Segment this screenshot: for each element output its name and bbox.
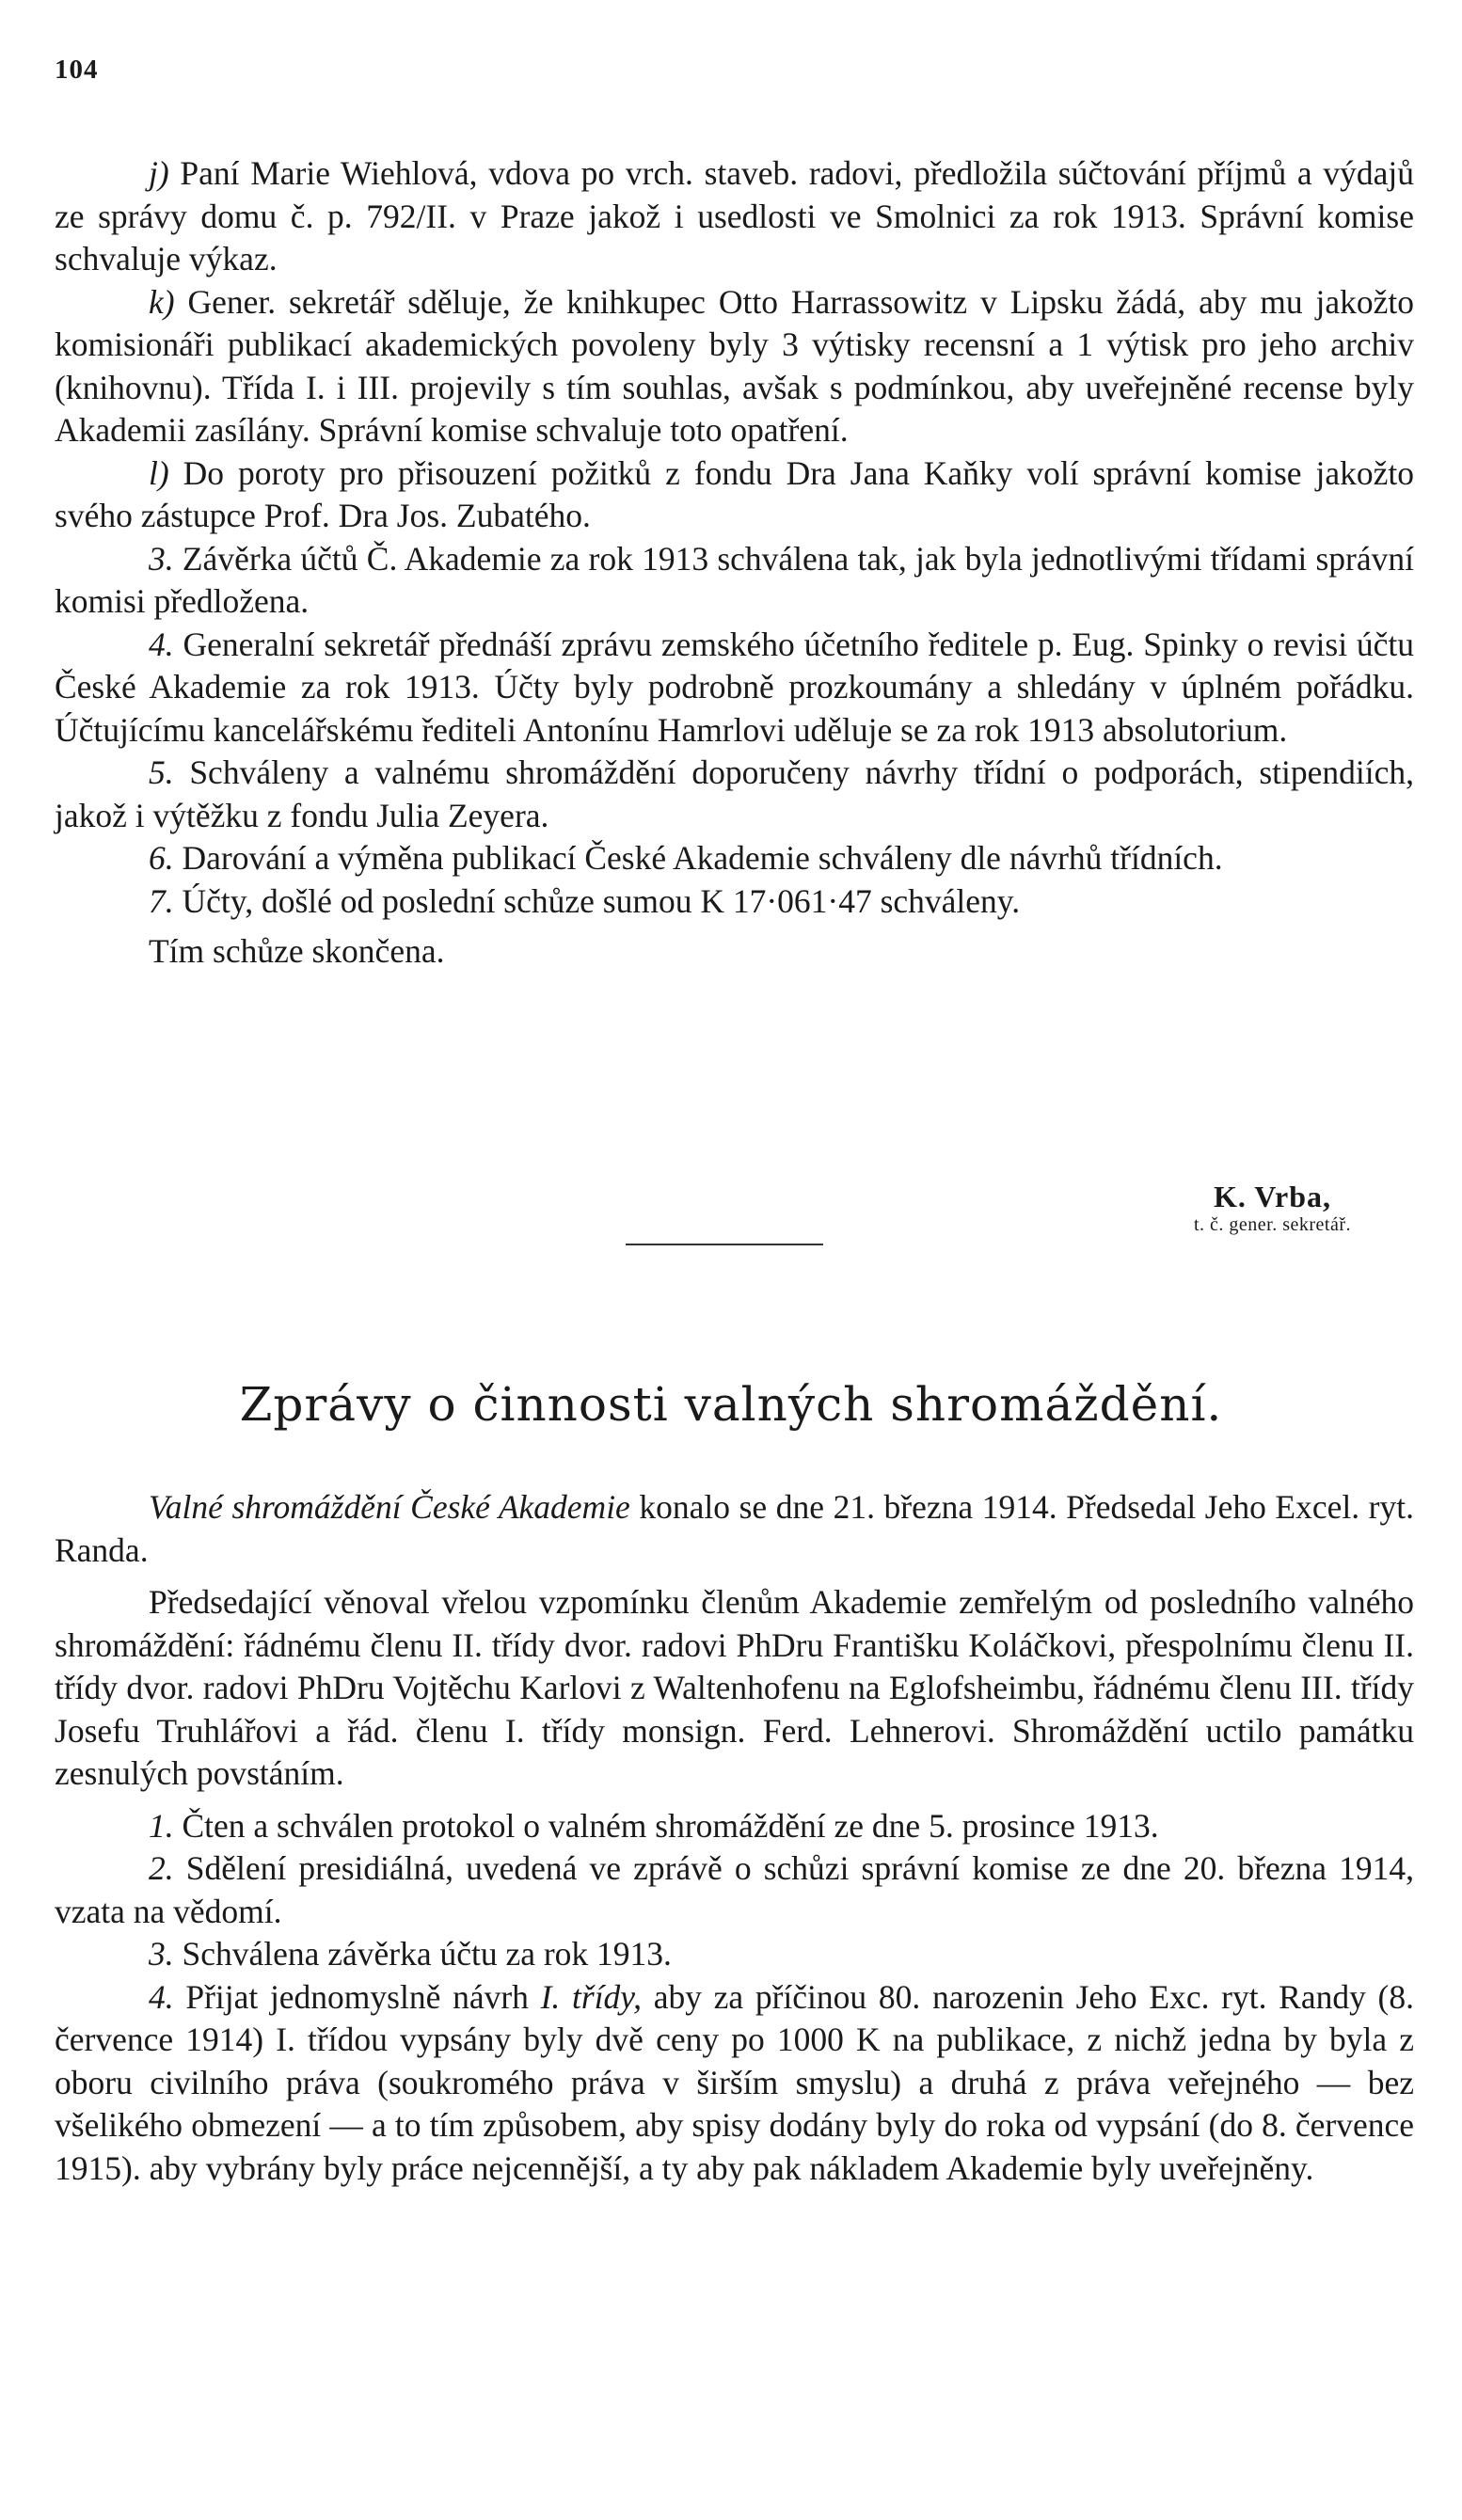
memorial-paragraph: Předsedající věnoval vřelou vzpomínku členům Akademie zemřelým od posledního valného shromáždění: řádnému členu II. třídy dvor. radovi PhDru Františku Koláčkovi, přespolnímu členu II. třídy dvor. radovi PhDru Vojtěchu Karlovi z Waltenhofenu na Eglofsheimbu, řádnému členu III. třídy Josefu Truhlářovi a řád. členu I. třídy monsign. Ferd. Lehnerovi. Shromáždění uctilo památku zesnulých povstáním. xyxy=(55,1583,1414,1792)
item-label: 2. xyxy=(149,1849,174,1887)
item-3 xyxy=(55,1933,1414,1976)
item-1 xyxy=(55,1805,1414,1848)
item-label: 7. xyxy=(149,881,174,920)
section-heading: Zprávy o činnosti valných shromáždění. xyxy=(239,1377,1223,1432)
section-divider xyxy=(626,1244,823,1245)
item-label: j) xyxy=(149,154,169,192)
item-label: 4. xyxy=(149,1977,174,2016)
paragraph-4 xyxy=(55,624,1414,753)
paragraph-text: Generalní sekretář přednáší zprávu zemského účetního ředitele p. Eug. Spinky o revisi účtu České Akademie za rok 1913. Účty byly podrobně prozkoumány a shledány v úplném pořádku. Účtujícímu kancelářskému řediteli Antonínu Hamrlovi uděluje se za rok 1913 absolutorium. xyxy=(55,625,1414,749)
signature xyxy=(1194,1180,1351,1236)
item-label: 1. xyxy=(149,1806,174,1845)
item-text-post: aby za příčinou 80. narozenin Jeho Exc. ryt. Randy (8. července 1914) I. třídou vypsány byly dvě ceny po 1000 K na publikace, z nichž jedna by byla z oboru civilního práva (soukromého práva v širším smyslu) a druhá z práva veřejného — bez všelikého obmezení — a to tím způsobem, aby spisy dodány byly do roka od vypsání (do 8. července 1915). aby vybrány byly práce nejcennější, a ty aby pak nákladem Akademie byly uveřejněny. xyxy=(55,1977,1414,2187)
paragraph-j xyxy=(55,152,1414,281)
item-label: 4. xyxy=(149,625,174,663)
item-text: Sdělení presidiálná, uvedená ve zprávě o schůzi správní komise ze dne 20. března 1914, vzata na vědomí. xyxy=(55,1849,1414,1930)
paragraph-text: Schváleny a valnému shromáždění doporučeny návrhy třídní o podporách, stipendiích, jakož i výtěžku z fondu Julia Zeyera. xyxy=(55,753,1414,834)
paragraph-text: Darování a výměna publikací České Akademie schváleny dle návrhů třídních. xyxy=(173,839,1223,877)
item-text: Schválena závěrka účtu za rok 1913. xyxy=(173,1935,672,1973)
item-4 xyxy=(55,1976,1414,2191)
paragraph-l xyxy=(55,452,1414,538)
item-label: 5. xyxy=(149,753,174,791)
item-label: 3. xyxy=(149,1935,174,1973)
paragraph-text: Do poroty pro přisouzení požitků z fondu Dra Jana Kaňky volí správní komise jakožto svého zástupce Prof. Dra Jos. Zubatého. xyxy=(55,453,1414,534)
paragraph-text: Gener. sekretář sděluje, že knihkupec Otto Harrassowitz v Lipsku žádá, aby mu jakožto komisionáři publikací akademických povoleny byly 3 výtisky recensní a 1 výtisk pro jeho archiv (knihovnu). Třída I. i III. projevily s tím souhlas, avšak s podmínkou, aby uveřejněné recense byly Akademii zasílány. Správní komise schvaluje toto opatření. xyxy=(55,282,1414,449)
item-label: 6. xyxy=(149,839,174,877)
paragraph-text: Účty, došlé od poslední schůze sumou K 17·061·47 schváleny. xyxy=(173,881,1021,920)
paragraph-text: Závěrka účtů Č. Akademie za rok 1913 schválena tak, jak byla jednotlivými třídami správní komisi předložena. xyxy=(55,539,1414,620)
intro-italic: Valné shromáždění České Akademie xyxy=(149,1488,630,1526)
item-label: l) xyxy=(149,453,169,492)
item-label: k) xyxy=(149,282,175,321)
page-number: 104 xyxy=(55,55,99,85)
item-text-pre: Přijat jednomyslně návrh xyxy=(173,1977,541,2016)
signature-name: K. Vrba, xyxy=(1213,1180,1331,1213)
paragraph-7 xyxy=(55,880,1414,924)
assembly-section xyxy=(55,1486,1414,2190)
paragraph-k xyxy=(55,281,1414,452)
item-label: 3. xyxy=(149,539,174,578)
intro-paragraph xyxy=(55,1486,1414,1572)
closing-line: Tím schůze skončena. xyxy=(149,932,445,970)
minutes-section xyxy=(55,152,1414,974)
paragraph-text: Paní Marie Wiehlová, vdova po vrch. staveb. radovi, předložila súčtování příjmů a výdajů ze správy domu č. p. 792/II. v Praze jakož i usedlosti ve Smolnici za rok 1913. Správní komise schvaluje výkaz. xyxy=(55,154,1414,277)
item-text: Čten a schválen protokol o valném shromáždění ze dne 5. prosince 1913. xyxy=(173,1806,1159,1845)
paragraph-3 xyxy=(55,538,1414,624)
intro-text: konalo se dne 21. března 1914. Předsedal Jeho Excel. ryt. Randa. xyxy=(55,1488,1414,1569)
item-text-italic: I. třídy, xyxy=(540,1977,642,2016)
paragraph-5 xyxy=(55,752,1414,837)
paragraph-6 xyxy=(55,837,1414,880)
signature-title: t. č. gener. sekretář. xyxy=(1193,1214,1351,1235)
item-2 xyxy=(55,1847,1414,1933)
